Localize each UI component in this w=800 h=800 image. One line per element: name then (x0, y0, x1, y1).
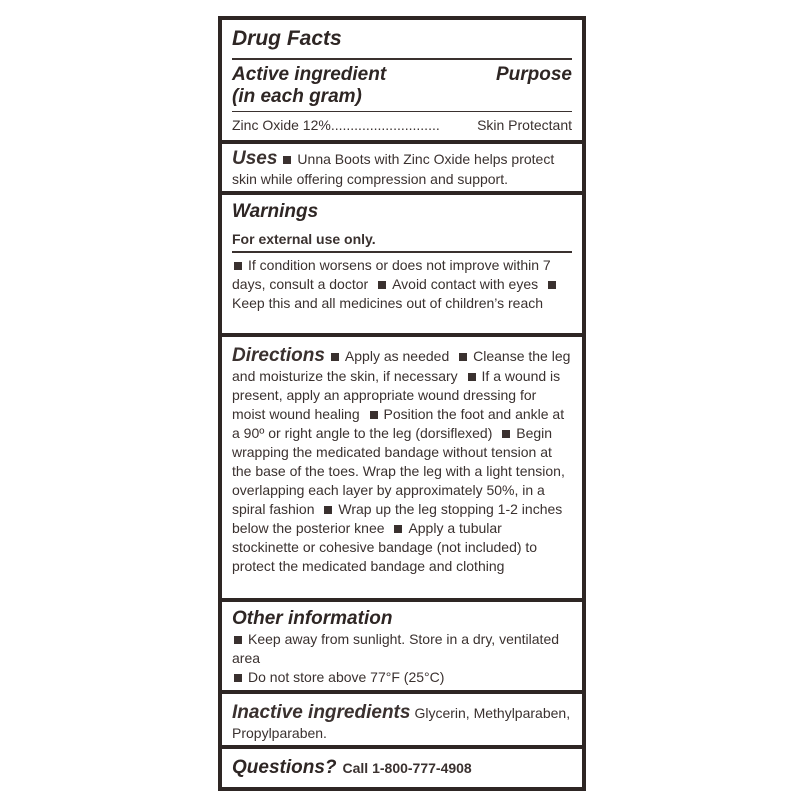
direction-item-3: If a wound is present, apply an appropriate wound dressing for moist wound healing (232, 368, 561, 422)
inactive-ingredients-text-block (232, 702, 572, 743)
inactive-ingredients-heading: Inactive ingredients (232, 702, 411, 723)
bullet-square-icon (331, 353, 339, 361)
active-ingredient-row (232, 116, 572, 135)
warnings-list (232, 256, 572, 313)
direction-item-5: Begin wrapping the medicated bandage without tension at the base of the toes. Wrap the leg with a light tension, overlapping each layer by approximately 50%, in a spiral fashion (232, 425, 565, 517)
bullet-square-icon (283, 156, 291, 164)
inactive-ingredients-box (222, 694, 582, 745)
directions-box (222, 337, 582, 598)
bullet-square-icon (459, 353, 467, 361)
purpose-heading: Purpose (495, 64, 572, 85)
active-ingredient-rule (232, 111, 572, 112)
uses-text-block (232, 148, 572, 189)
uses-text: Unna Boots with Zinc Oxide helps protect skin while offering compression and support. (232, 151, 555, 187)
other-info-item-2-row (232, 668, 572, 687)
bullet-square-icon (548, 281, 556, 289)
questions-phone[interactable]: Call 1-800-777-4908 (342, 760, 472, 776)
questions-box (222, 749, 582, 787)
other-information-heading: Other information (232, 608, 393, 629)
bullet-square-icon (468, 373, 476, 381)
warning-item-2: Avoid contact with eyes (392, 276, 539, 292)
active-ingredient-box (222, 20, 582, 140)
direction-item-1: Apply as needed (344, 348, 450, 364)
active-ingredient-heading-line1: Active ingredient (232, 64, 387, 85)
direction-item-4: Position the foot and ankle at a 90º or right angle to the leg (dorsiflexed) (232, 406, 565, 441)
bullet-square-icon (324, 506, 332, 514)
warnings-rule (232, 251, 572, 253)
active-ingredient-name: Zinc Oxide 12% (232, 117, 331, 133)
questions-heading: Questions? (232, 757, 337, 778)
direction-item-6: Wrap up the leg stopping 1-2 inches below the posterior knee (232, 501, 563, 536)
warning-item-3: Keep this and all medicines out of children’s reach (232, 295, 544, 311)
other-info-item-2: Do not store above 77°F (25°C) (248, 669, 445, 685)
leader-dots: ............................ (330, 117, 440, 133)
drug-facts-panel (218, 16, 586, 791)
title-rule (232, 58, 572, 60)
other-information-list (232, 630, 572, 687)
directions-text-block (232, 345, 572, 576)
bullet-square-icon (370, 411, 378, 419)
questions-row (232, 757, 572, 779)
directions-heading: Directions (232, 345, 325, 366)
active-ingredient-purpose: Skin Protectant (477, 117, 572, 133)
uses-box (222, 144, 582, 191)
bullet-square-icon (234, 262, 242, 270)
bullet-square-icon (394, 525, 402, 533)
bullet-square-icon (502, 430, 510, 438)
other-info-item-1-row (232, 630, 572, 668)
bullet-square-icon (234, 636, 242, 644)
uses-heading: Uses (232, 148, 278, 169)
active-ingredient-heading-line2: (in each gram) (232, 86, 362, 107)
direction-item-2: Cleanse the leg and moisturize the skin, if necessary (232, 348, 571, 384)
warnings-subheading: For external use only. (232, 231, 376, 247)
other-info-item-1: Keep away from sunlight. Store in a dry, ventilated area (232, 631, 560, 666)
bullet-square-icon (234, 674, 242, 682)
direction-item-7: Apply a tubular stockinette or cohesive bandage (not included) to protect the medicated bandage and clothing (232, 520, 538, 574)
warning-item-1: If condition worsens or does not improve within 7 days, consult a doctor (232, 257, 551, 292)
bullet-square-icon (378, 281, 386, 289)
warnings-box (222, 195, 582, 333)
inactive-ingredients-text: Glycerin, Methylparaben, Propylparaben. (232, 705, 571, 741)
other-information-box (222, 602, 582, 690)
drug-facts-title: Drug Facts (232, 27, 342, 50)
warnings-heading: Warnings (232, 201, 319, 222)
